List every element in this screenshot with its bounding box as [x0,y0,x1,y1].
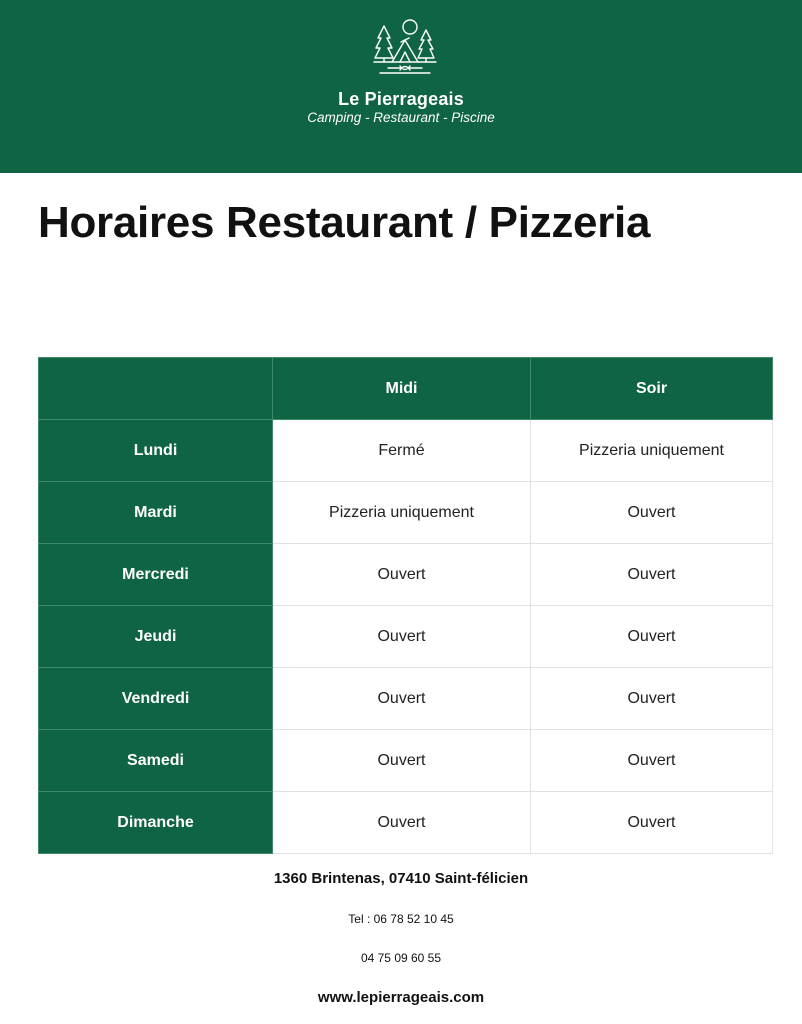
midi-cell: Fermé [273,420,531,482]
table-row [39,668,773,730]
table-row [39,482,773,544]
phone-secondary: 04 75 09 60 55 [360,951,442,965]
table-row [39,544,773,606]
midi-cell: Ouvert [273,606,531,668]
midi-cell: Ouvert [273,792,531,854]
corner-cell [39,358,273,420]
soir-cell: Ouvert [531,544,773,606]
day-cell: Dimanche [39,792,273,854]
address-text: 1360 Brintenas, 07410 Saint-félicien [273,870,529,887]
schedule-table [38,357,773,854]
column-header-soir: Soir [531,358,773,420]
table-header-row [39,358,773,420]
midi-cell: Ouvert [273,668,531,730]
page-title: Horaires Restaurant / Pizzeria [38,198,651,247]
midi-cell: Ouvert [273,544,531,606]
camping-tent-trees-logo-icon [370,18,440,86]
brand-name: Le Pierrageais [338,89,464,109]
day-cell: Samedi [39,730,273,792]
soir-cell: Ouvert [531,792,773,854]
table-row [39,606,773,668]
day-cell: Mardi [39,482,273,544]
phone-primary: Tel : 06 78 52 10 45 [348,912,454,926]
soir-cell: Ouvert [531,668,773,730]
day-cell: Lundi [39,420,273,482]
column-header-midi: Midi [273,358,531,420]
table-row [39,420,773,482]
website-link[interactable]: www.lepierrageais.com [317,989,485,1006]
soir-cell: Ouvert [531,482,773,544]
soir-cell: Ouvert [531,730,773,792]
header-banner [0,0,802,173]
midi-cell: Ouvert [273,730,531,792]
day-cell: Vendredi [39,668,273,730]
midi-cell: Pizzeria uniquement [273,482,531,544]
table-row [39,792,773,854]
soir-cell: Pizzeria uniquement [531,420,773,482]
brand-tagline: Camping - Restaurant - Piscine [307,110,495,125]
table-row [39,730,773,792]
soir-cell: Ouvert [531,606,773,668]
day-cell: Jeudi [39,606,273,668]
day-cell: Mercredi [39,544,273,606]
